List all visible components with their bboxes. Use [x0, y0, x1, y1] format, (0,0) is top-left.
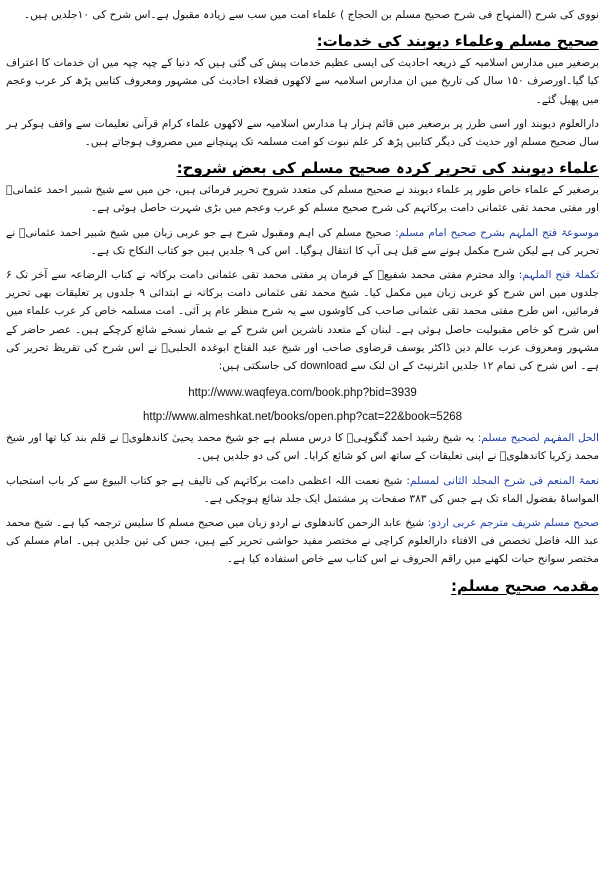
- book-title-urdu-translation: صحیح مسلم شریف مترجم عربی اردو:: [427, 517, 599, 530]
- link-almeshkat[interactable]: http://www.almeshkat.net/books/open.php?cat=22&book=5268: [142, 411, 463, 424]
- paragraph-al-hall-al-mufhim: [6, 429, 599, 465]
- paragraph-text-end: کی جاسکتی ہیں:: [218, 360, 301, 373]
- heading-muqaddima: مقدمہ صحیح مسلم:: [451, 576, 599, 595]
- book-title-takmila: تکملۃ فتح الملہم:: [518, 269, 599, 282]
- book-title-nimat-al-munim: نعمۃ المنعم فی شرح المجلد الثانی لمسلم:: [406, 474, 599, 487]
- paragraph-text: شیخ نعمت اللہ اعظمی دامت برکاتہم کی تالیف ہے جو کتاب البیوع سے کر باب استحباب المواساۃ بفضول الماء تک ہے جس کی ۳۸۳ صفحات پر مشتمل ایک جلد شائع ہوچکی ہے۔: [6, 474, 599, 505]
- paragraph-text: صحیح مسلم کی اہم ومقبول شرح ہے جو عربی زبان میں شیخ شبیر احمد عثمانیؒ نے تحریر کی ہے لیکن شرح مکمل ہونے سے قبل ہی آپ کا انتقال ہوگیا۔ اس کی ۹ جلدیں ہیں جو کتاب النکاح تک ہے۔: [6, 226, 599, 257]
- paragraph-fath-al-mulhim: [6, 224, 599, 260]
- paragraph-text: شیخ عابد الرحمن کاندھلوی نے اردو زبان میں صحیح مسلم کا سلیس ترجمہ کیا ہے۔ شیخ محمد عبد اللہ فاضل تخصص فی الافتاء دارالعلوم کراچی نے مختصر مفید حواشی تحریر کیے ہیں، جس کی تین جلدیں ہیں۔ امام مسلم کی مختصر سوانح حیات لکھنے میں راقم الحروف نے اس کتاب سے خاص استفادہ کیا ہے۔: [6, 517, 599, 566]
- link-waqfeya[interactable]: http://www.waqfeya.com/book.php?bid=3939: [188, 387, 417, 400]
- heading-commentaries: علماء دیوبند کی تحریر کردہ صحیح مسلم کی بعض شروح:: [176, 159, 599, 178]
- paragraph-text: والد محترم مفتی محمد شفیعؒ کے فرمان پر مفتی محمد تقی عثمانی دامت برکاتہ نے کتاب الرضاعہ سے آخر تک ۶ جلدوں میں اس شرح کو عربی زبان میں مکمل کیا۔ شیخ محمد تقی عثمانی دامت برکاتہ نے ابتدائی ۹ جلدوں پر تعلیقات بھی تحریر فرمائیں، اس طرح مفتی محمد تقی عثمانی صاحب کی کاوشوں سے یہ شرح منظر عام پر آئی۔ امت مسلمہ خاص کر عرب علماء میں اس شرح کو خاص مقبولیت حاصل ہوئی ہے۔ لبنان کے متعدد ناشرین اس شرح کے بے شمار نسخے شائع کرچکے ہیں۔ عصر حاضر کے مشہور ومعروف عرب عالم دین ڈاکٹر یوسف قرضاوی صاحب اور شیخ عبد الفتاح ابوغدہ الحلبیؒ نے اس شرح کی تقریظ تحریر کی ہے۔ اس شرح کی تمام ۱۲ جلدیں انٹرنیٹ کے ان لنک سے: [6, 269, 599, 373]
- paragraph-darul-uloom: دارالعلوم دیوبند اور اسی طرز پر برصغیر میں قائم ہزار ہا مدارس اسلامیہ سے لاکھوں علماء کرام قرآنی تعلیمات سے واقف ہوکر ہر سال صحیح مسلم اور حدیث کی دیگر کتابیں پڑھ کر علم نبوت کو امت مسلمہ تک پہنچانے میں مصروف ہوجاتے ہیں۔: [6, 117, 599, 149]
- paragraph-urdu-translation: [6, 514, 599, 569]
- book-title-fath-al-mulhim: موسوعۃ فتح الملہم بشرح صحیح امام مسلم:: [395, 226, 599, 239]
- paragraph-madaris: برصغیر میں مدارس اسلامیہ کے ذریعہ احادیث کی ایسی عظیم خدمات پیش کی گئی ہیں کہ دنیا کے چپہ چپہ میں ان خدمات کا اعتراف کیا گیا۔اورصرف ۱۵۰ سال کی تاریخ میں ان مدارس اسلامیہ سے لاکھوں فضلاء احادیث کی مشہور ومعروف کتابیں پڑھ کر عرب وعجم میں پھیل گئے۔: [6, 57, 599, 106]
- heading-deoband-services: صحیح مسلم وعلماء دیوبند کی خدمات:: [316, 32, 599, 51]
- intro-paragraph: نووی کی شرح (المنہاج فی شرح صحیح مسلم بن الحجاج ) علماء امت میں سب سے زیادہ مقبول ہے۔اس شرح کی ۱۰جلدیں ہیں۔: [23, 9, 599, 21]
- paragraph-text: یہ شیخ رشید احمد گنگوہیؒ کا درس مسلم ہے جو شیخ محمد یحییٰ کاندھلویؒ نے قلم بند کیا تھا اور شیخ محمد زکریا کاندھلویؒ نے اپنی تعلیقات کے ساتھ اس کو شائع کرایا۔ اس کی دو جلدیں ہیں۔: [6, 432, 599, 463]
- download-word: download: [300, 360, 348, 373]
- paragraph-takmila: [6, 266, 599, 375]
- book-title-al-hall-al-mufhim: الحل المفہم لصحیح مسلم:: [477, 432, 600, 445]
- paragraph-commentaries-intro: برصغیر کے علماء خاص طور پر علماء دیوبند نے صحیح مسلم کی متعدد شروح تحریر فرمائی ہیں، جن میں سے شیخ شبیر احمد عثمانیؒ اور مفتی محمد تقی عثمانی دامت برکاتہم کی شرح صحیح مسلم کو عرب وعجم میں بڑی شہرت حاصل ہوئی ہے۔: [6, 184, 599, 215]
- paragraph-nimat-al-munim: [6, 472, 599, 508]
